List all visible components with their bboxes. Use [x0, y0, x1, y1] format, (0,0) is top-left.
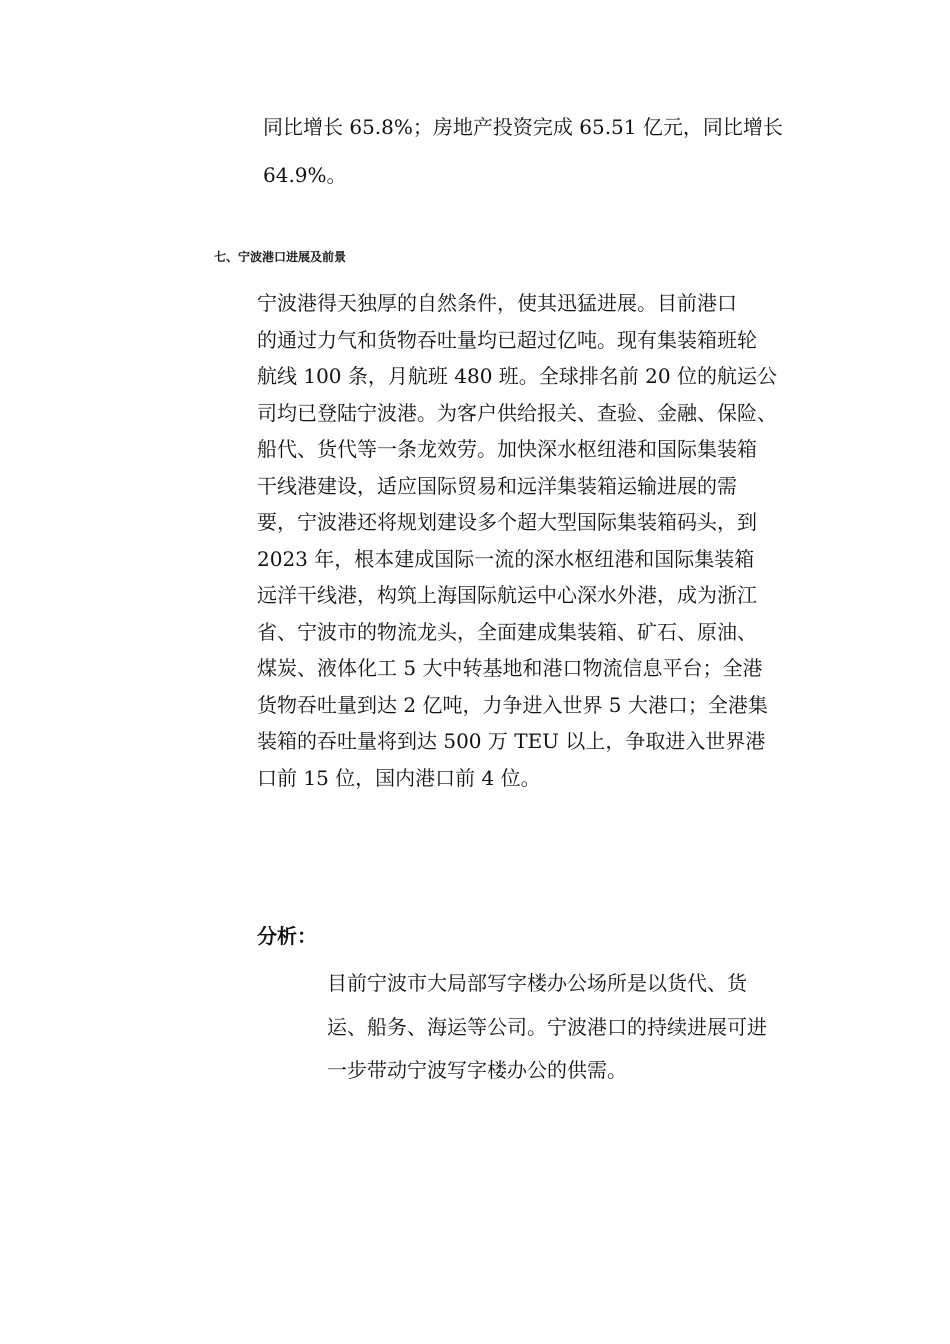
paragraph-line: 货物吞吐量到达 2 亿吨，力争进入世界 5 大港口；全港集 — [257, 692, 768, 717]
continued-paragraph — [263, 103, 863, 199]
paragraph-line: 运、船务、海运等公司。宁波港口的持续进展可进 — [327, 1014, 767, 1039]
paragraph-line: 的通过力气和货物吞吐量均已超过亿吨。现有集装箱班轮 — [257, 327, 757, 352]
paragraph-line: 同比增长 65.8%；房地产投资完成 65.51 亿元，同比增长 — [263, 115, 783, 139]
paragraph-line: 装箱的吞吐量将到达 500 万 TEU 以上，争取进入世界港 — [257, 729, 766, 753]
paragraph-line: 目前宁波市大局部写字楼办公场所是以货代、货 — [327, 971, 747, 995]
section-heading: 七、宁波港口进展及前景 — [214, 250, 347, 264]
paragraph-line: 要，宁波港还将规划建设多个超大型国际集装箱码头，到 — [257, 510, 757, 534]
paragraph-line: 干线港建设，适应国际贸易和远洋集装箱运输进展的需 — [257, 473, 737, 498]
paragraph-line: 宁波港得天独厚的自然条件，使其迅猛进展。目前港口 — [257, 291, 737, 315]
paragraph-line: 一步带动宁波写字楼办公的供需。 — [327, 1058, 627, 1082]
paragraph-line: 船代、货代等一条龙效劳。加快深水枢纽港和国际集装箱 — [257, 437, 757, 461]
paragraph-line: 司均已登陆宁波港。为客户供给报关、查验、金融、保险、 — [257, 400, 777, 425]
paragraph-line: 64.9%。 — [263, 163, 347, 187]
port-development-paragraph — [257, 285, 857, 796]
analysis-label: 分析： — [257, 924, 317, 948]
paragraph-line: 省、宁波市的物流龙头，全面建成集装箱、矿石、原油、 — [257, 619, 757, 644]
analysis-paragraph — [327, 962, 887, 1093]
paragraph-line: 2023 年，根本建成国际一流的深水枢纽港和国际集装箱 — [257, 546, 755, 571]
paragraph-line: 航线 100 条，月航班 480 班。全球排名前 20 位的航运公 — [257, 364, 777, 388]
paragraph-line: 煤炭、液体化工 5 大中转基地和港口物流信息平台；全港 — [257, 656, 763, 680]
paragraph-line: 口前 15 位，国内港口前 4 位。 — [257, 765, 541, 790]
paragraph-line: 远洋干线港，构筑上海国际航运中心深水外港，成为浙江 — [257, 583, 757, 607]
